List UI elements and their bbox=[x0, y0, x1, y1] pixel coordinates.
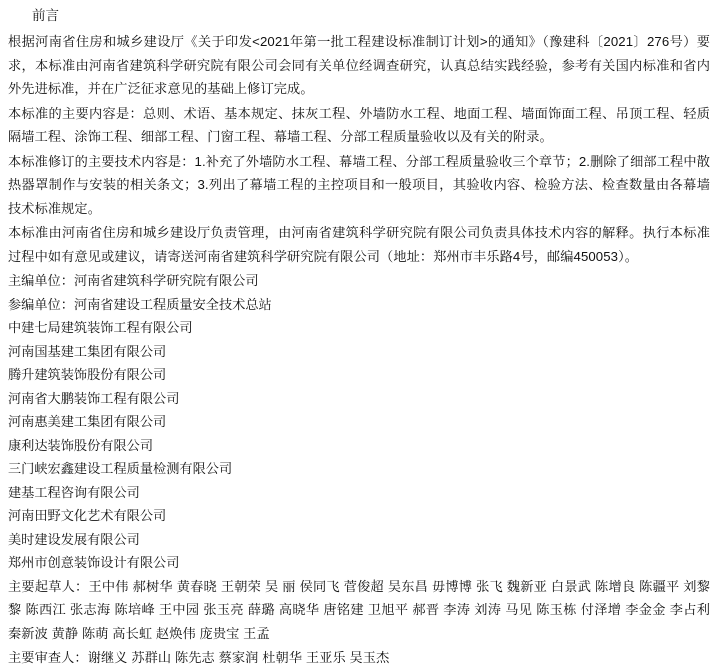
participating-unit-item: 河南省大鹏装饰工程有限公司 bbox=[8, 390, 180, 406]
participating-unit-item: 三门峡宏鑫建设工程质量检测有限公司 bbox=[8, 461, 233, 476]
chief-editor-unit-label: 主编单位： bbox=[8, 273, 74, 288]
participating-unit-item: 河南惠美建工集团有限公司 bbox=[8, 414, 167, 429]
main-drafters-label: 主要起草人： bbox=[8, 578, 89, 594]
main-drafters-value: 王中伟 郝树华 黄春晓 王朝荣 吴 丽 侯同飞 菅俊超 吴东昌 毋博博 张飞 魏新亚 白景武 陈增良 陈疆平 刘黎黎 陈西江 张志海 陈培峰 王中园 张玉亮 薛璐 高晓华 唐铭建 卫旭平 郝晋 李涛 刘涛 马见 陈玉栋 付泽增 李金金 李占利 秦新波 黄静 陈萌 高长虹 赵焕伟 庞贵宝 王孟 bbox=[8, 578, 710, 641]
participating-unit-item: 康利达装饰股份有限公司 bbox=[8, 437, 154, 453]
participating-unit-value: 河南省建设工程质量安全技术总站 bbox=[73, 296, 272, 312]
chief-editor-unit-value: 河南省建筑科学研究院有限公司 bbox=[73, 273, 259, 288]
participating-unit-item: 河南国基建工集团有限公司 bbox=[8, 343, 167, 359]
main-reviewers-line bbox=[8, 646, 710, 670]
chief-editor-unit-line bbox=[8, 269, 710, 293]
participating-unit-line bbox=[8, 293, 710, 317]
participating-unit-item: 河南田野文化艺术有限公司 bbox=[8, 508, 167, 523]
participating-unit-item: 中建七局建筑装饰工程有限公司 bbox=[8, 320, 193, 335]
paragraph-1: 根据河南省住房和城乡建设厅《关于印发<2021年第一批工程建设标准制订计划>的通知》（豫建科〔2021〕276号）要求，本标准由河南省建筑科学研究院有限公司会同有关单位经调查研究，认真总结实践经验，参考有关国内标准和省内外先进标准，并在广泛征求意见的基础上修订完成。 bbox=[8, 34, 710, 96]
participating-unit-item: 腾升建筑装饰股份有限公司 bbox=[8, 367, 167, 382]
paragraph-3: 本标准修订的主要技术内容是：1.补充了外墙防水工程、幕墙工程、分部工程质量验收三个章节；2.删除了细部工程中散热器罩制作与安装的相关条文；3.列出了幕墙工程的主控项目和一般项目，其验收内容、检验方法、检查数量由各幕墙技术标准规定。 bbox=[8, 153, 710, 216]
main-drafters-line bbox=[8, 575, 710, 646]
main-reviewers-value: 谢继义 苏群山 陈先志 蔡家润 杜朝华 王亚乐 吴玉杰 bbox=[87, 650, 390, 665]
participating-unit-item: 美时建设发展有限公司 bbox=[8, 531, 140, 547]
participating-unit-item: 郑州市创意装饰设计有限公司 bbox=[8, 555, 180, 570]
main-reviewers-label: 主要审查人： bbox=[8, 650, 88, 665]
paragraph-2: 本标准的主要内容是：总则、术语、基本规定、抹灰工程、外墙防水工程、地面工程、墙面饰面工程、吊顶工程、轻质隔墙工程、涂饰工程、细部工程、门窗工程、幕墙工程、分部工程质量验收以及有关的附录。 bbox=[8, 105, 710, 144]
page-title: 前言 bbox=[32, 8, 59, 23]
participating-unit-item: 建基工程咨询有限公司 bbox=[8, 484, 140, 500]
paragraph-4: 本标准由河南省住房和城乡建设厅负责管理，由河南省建筑科学研究院有限公司负责具体技术内容的解释。执行本标准过程中如有意见或建议，请寄送河南省建筑科学研究院有限公司（地址：郑州市丰乐路4号，邮编450053）。 bbox=[8, 225, 710, 264]
participating-unit-label: 参编单位： bbox=[8, 296, 74, 312]
